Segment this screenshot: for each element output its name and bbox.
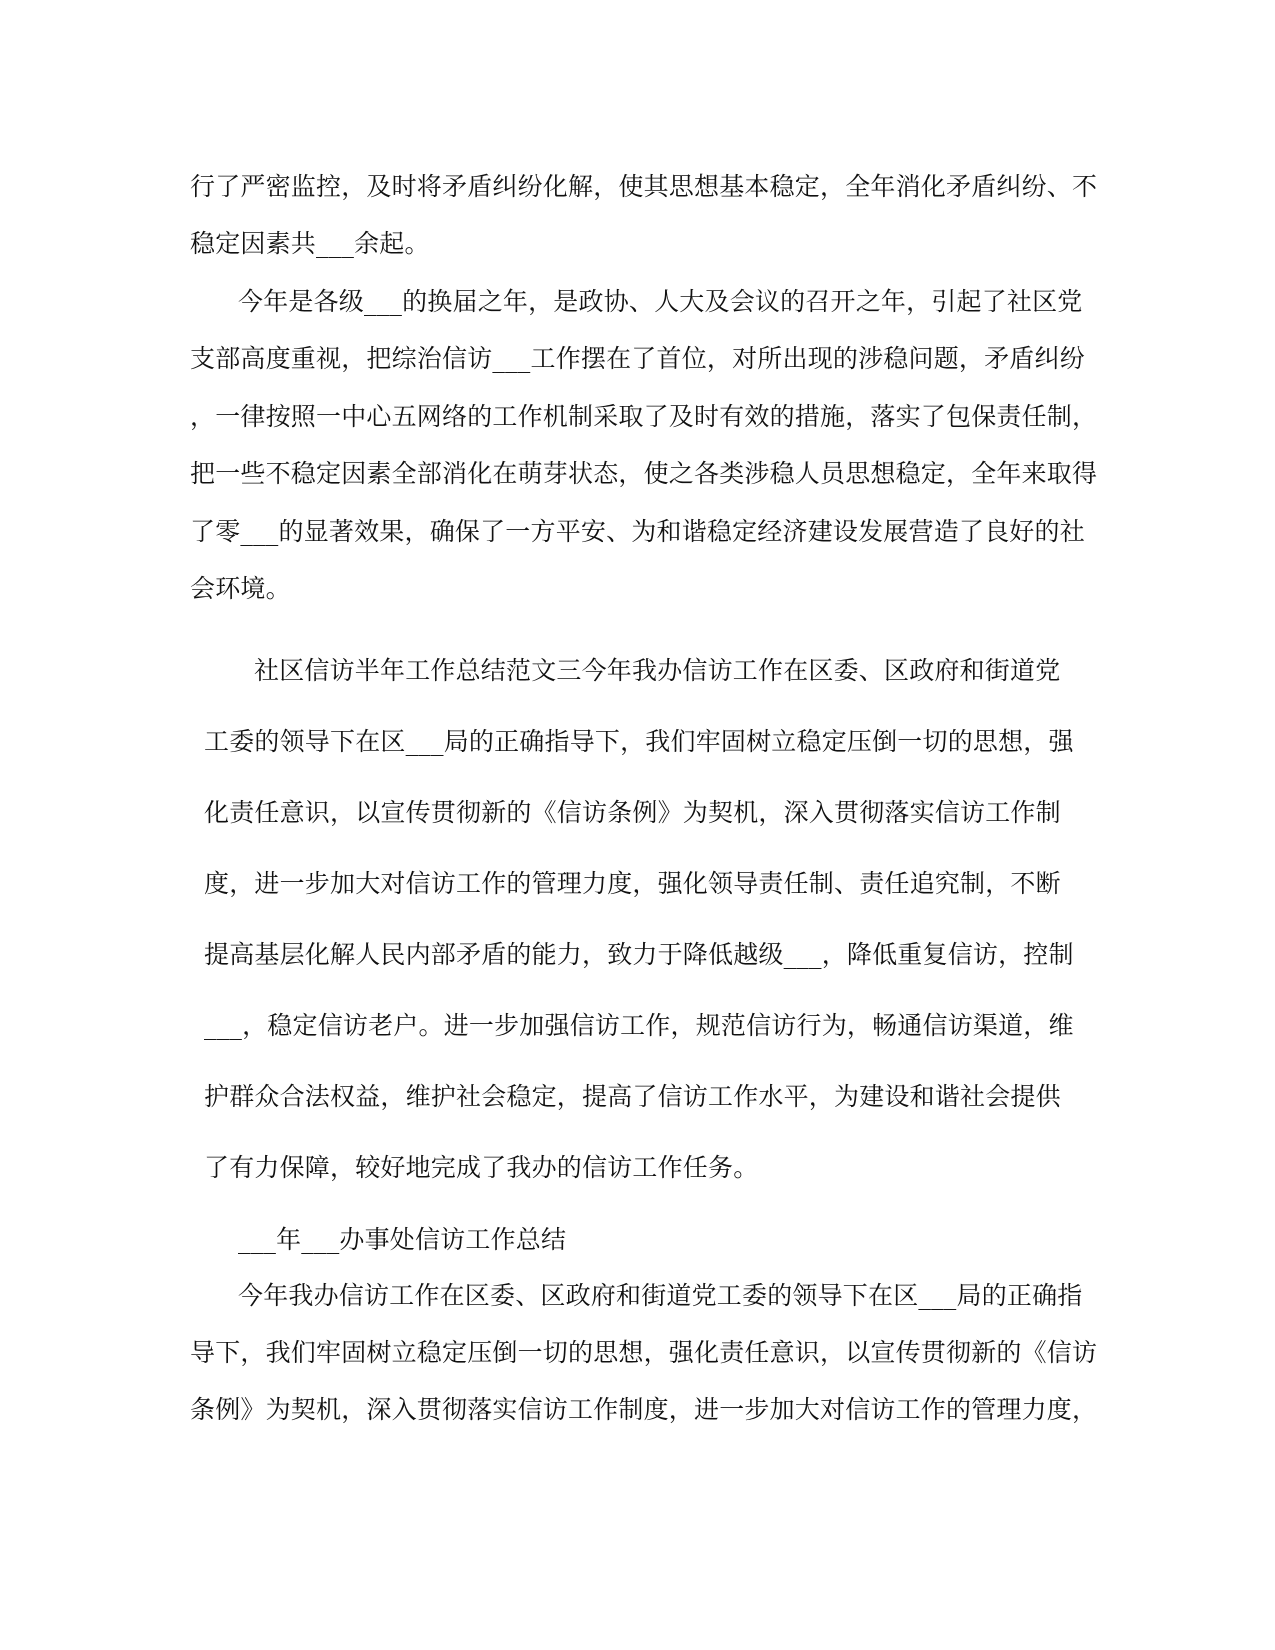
paragraph-line: 把一些不稳定因素全部消化在萌芽状态，使之各类涉稳人员思想稳定，全年来取得 <box>190 459 1098 488</box>
paragraph-line: 了零___的显著效果，确保了一方平安、为和谐稳定经济建设发展营造了良好的社 <box>190 517 1085 546</box>
paragraph-line: 护群众合法权益，维护社会稳定，提高了信访工作水平，为建设和谐社会提供 <box>204 1082 1061 1111</box>
paragraph-line: 支部高度重视，把综治信访___工作摆在了首位，对所出现的涉稳问题，矛盾纠纷 <box>190 344 1085 373</box>
paragraph-line: ，一律按照一中心五网络的工作机制采取了及时有效的措施，落实了包保责任制， <box>190 402 1098 431</box>
paragraph-line: 化责任意识，以宣传贯彻新的《信访条例》为契机，深入贯彻落实信访工作制 <box>204 798 1061 827</box>
paragraph-line: 度，进一步加大对信访工作的管理力度，强化领导责任制、责任追究制，不断 <box>204 869 1061 898</box>
paragraph-line: 会环境。 <box>190 574 291 603</box>
paragraph-line: 工委的领导下在区___局的正确指导下，我们牢固树立稳定压倒一切的思想，强 <box>204 727 1074 756</box>
paragraph-line: 稳定因素共___余起。 <box>190 229 430 258</box>
paragraph-line: 今年我办信访工作在区委、区政府和街道党工委的领导下在区___局的正确指 <box>238 1281 1083 1310</box>
section-heading: ___年___办事处信访工作总结 <box>238 1225 567 1254</box>
paragraph-line: 今年是各级___的换届之年，是政协、人大及会议的召开之年，引起了社区党 <box>238 287 1083 316</box>
paragraph-line: ___，稳定信访老户。进一步加强信访工作，规范信访行为，畅通信访渠道，维 <box>204 1011 1074 1040</box>
paragraph-line: 提高基层化解人民内部矛盾的能力，致力于降低越级___，降低重复信访，控制 <box>204 940 1074 969</box>
paragraph-line: 了有力保障，较好地完成了我办的信访工作任务。 <box>204 1153 759 1182</box>
paragraph-line: 条例》为契机，深入贯彻落实信访工作制度，进一步加大对信访工作的管理力度， <box>190 1395 1098 1424</box>
paragraph-line: 社区信访半年工作总结范文三今年我办信访工作在区委、区政府和街道党 <box>254 656 1061 685</box>
paragraph-line: 行了严密监控，及时将矛盾纠纷化解，使其思想基本稳定，全年消化矛盾纠纷、不 <box>190 172 1098 201</box>
paragraph-line: 导下，我们牢固树立稳定压倒一切的思想，强化责任意识，以宣传贯彻新的《信访 <box>190 1338 1098 1367</box>
